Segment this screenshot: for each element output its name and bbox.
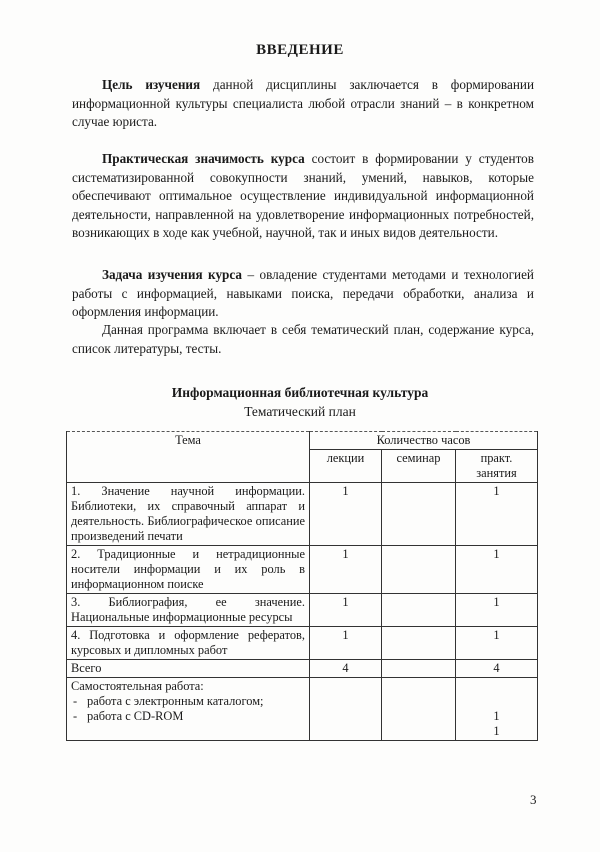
self-work-lectures xyxy=(310,678,382,741)
paragraph-text: – овладение студентами методами и технологией работы с информацией, навыками поиска, передачи обработки, анализа и оформления информации. xyxy=(72,267,534,319)
total-seminar xyxy=(382,660,456,678)
row-practice: 1 xyxy=(456,627,538,660)
row-lectures: 1 xyxy=(310,546,382,594)
paragraph-text: состоит в формировании у студентов систематизированной совокупности знаний, умений, навыков, которые обеспечивают оптимальное осуществление индивидуальной информационной деятельности, направленной на удовлетворение информационных потребностей, возникающих в ходе как учебной, научной, так и иных видов деятельности. xyxy=(72,151,535,240)
table-row xyxy=(67,627,538,660)
header-lectures: лекции xyxy=(310,450,382,483)
row-lectures: 1 xyxy=(310,594,382,627)
paragraph-program xyxy=(72,321,534,358)
self-work-item-hours: 1 xyxy=(493,724,500,738)
page-title: ВВЕДЕНИЕ xyxy=(256,42,344,58)
row-lectures: 1 xyxy=(310,627,382,660)
header-theme: Тема xyxy=(67,432,310,483)
self-work-practice xyxy=(456,678,538,741)
paragraph-lead: Задача изучения курса xyxy=(102,267,242,282)
row-seminar xyxy=(382,594,456,627)
paragraph-goal xyxy=(72,76,534,132)
row-seminar xyxy=(382,546,456,594)
row-practice: 1 xyxy=(456,594,538,627)
self-work-seminar xyxy=(382,678,456,741)
total-lectures: 4 xyxy=(310,660,382,678)
row-theme: 2. Традиционные и нетрадиционные носители информации и их роль в информационном поиске xyxy=(67,546,310,594)
paragraph-lead: Цель изучения xyxy=(102,77,201,92)
paragraph-text: Данная программа включает в себя тематический план, содержание курса, список литературы, тесты. xyxy=(72,322,534,356)
header-practice: практ. занятия xyxy=(456,450,538,483)
row-theme: 1. Значение научной информации. Библиотеки, их справочный аппарат и деятельность. Библиографическое описание произведений печати xyxy=(67,483,310,546)
row-seminar xyxy=(382,483,456,546)
header-seminar: семинар xyxy=(382,450,456,483)
row-seminar xyxy=(382,627,456,660)
self-work-item: - работа с электронным каталогом; xyxy=(71,694,305,709)
self-work-item: - работа с CD-ROM xyxy=(71,709,305,724)
row-practice: 1 xyxy=(456,483,538,546)
header-hours: Количество часов xyxy=(310,432,538,450)
table-row xyxy=(67,546,538,594)
total-practice: 4 xyxy=(456,660,538,678)
table-row xyxy=(67,483,538,546)
table-row xyxy=(67,594,538,627)
self-work-label: Самостоятельная работа: xyxy=(71,679,204,693)
paragraph-significance xyxy=(72,150,534,243)
total-label: Всего xyxy=(67,660,310,678)
row-theme: 3. Библиография, ее значение. Национальные информационные ресурсы xyxy=(67,594,310,627)
self-work-cell xyxy=(67,678,310,741)
row-theme: 4. Подготовка и оформление рефератов, курсовых и дипломных работ xyxy=(67,627,310,660)
section-subtitle: Тематический план xyxy=(244,404,356,419)
table-total-row xyxy=(67,660,538,678)
row-lectures: 1 xyxy=(310,483,382,546)
paragraph-text: данной дисциплины заключается в формировании информационной культуры специалиста любой отрасли знаний – в конкретном случае юриста. xyxy=(72,77,534,129)
section-title: Информационная библиотечная культура xyxy=(171,385,429,400)
page-number: 3 xyxy=(530,792,537,807)
row-practice: 1 xyxy=(456,546,538,594)
thematic-plan-table xyxy=(66,431,538,741)
table-header-row xyxy=(67,432,538,450)
self-work-item-hours: 1 xyxy=(493,709,500,723)
paragraph-lead: Практическая значимость курса xyxy=(102,151,305,166)
paragraph-task xyxy=(72,266,534,322)
table-self-work-row xyxy=(67,678,538,741)
